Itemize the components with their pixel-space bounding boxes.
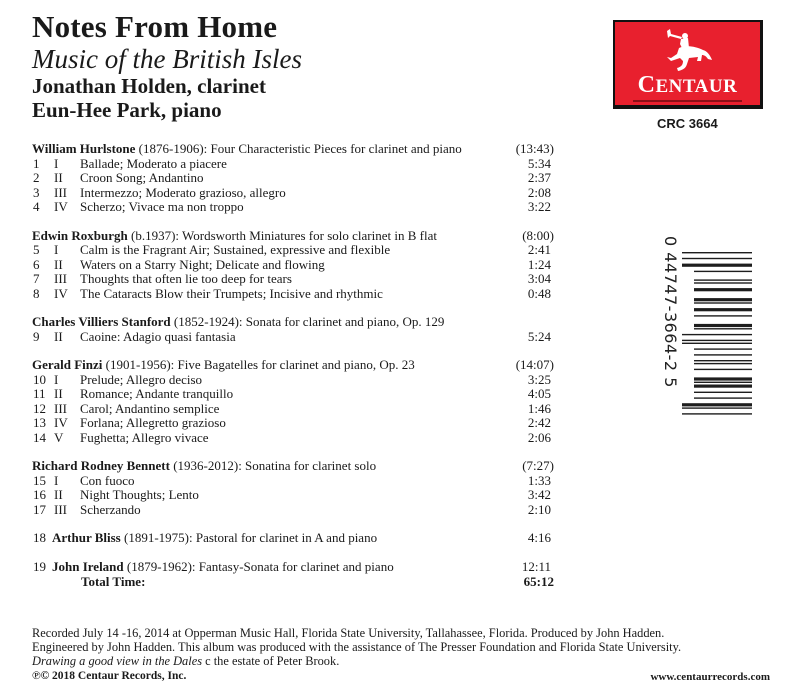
copyright: ℗© 2018 Centaur Records, Inc.: [32, 670, 187, 682]
barcode-bar: [694, 382, 752, 383]
movement-numeral: V: [54, 429, 64, 445]
barcode-bar: [694, 377, 752, 380]
barcode-bar: [694, 392, 752, 393]
barcode-bar: [682, 407, 752, 408]
track-row: [32, 431, 554, 446]
work-heading: [32, 358, 554, 373]
track-duration: 2:41: [527, 242, 551, 257]
work-heading: [32, 142, 554, 157]
track-list: [32, 142, 554, 590]
total-time-label: Total Time:: [81, 574, 146, 589]
track-title: Fughetta; Allegro vivace: [80, 429, 209, 445]
track-duration: 3:42: [527, 487, 551, 502]
movement-numeral: I: [54, 371, 59, 387]
track-row: [32, 560, 554, 575]
barcode-bar: [694, 348, 752, 349]
track-duration: 2:37: [527, 170, 551, 185]
barcode-digits: 0 44747-3664-2 5: [661, 236, 680, 388]
composer-name: Charles Villiers Stanford: [32, 314, 171, 329]
barcode-bar: [694, 385, 752, 388]
movement-numeral: I: [54, 242, 59, 257]
track-duration: 2:06: [527, 429, 551, 445]
credits-cover-art: Drawing a good view in the Dales c the estate of Peter Brook.: [32, 654, 340, 668]
barcode-bar: [694, 302, 752, 303]
work-group: [32, 142, 554, 215]
barcode-bar: [682, 413, 752, 414]
work-heading: [32, 315, 554, 330]
work-total-time: (7:27): [522, 458, 554, 473]
work-total-time: (8:00): [522, 227, 554, 243]
track-number: 4: [33, 199, 40, 214]
track-row: [32, 171, 554, 186]
track-title: Intermezzo; Moderato grazioso, allegro: [80, 184, 286, 200]
track-title: Scherzo; Vivace ma non troppo: [80, 199, 244, 214]
track-number: 8: [33, 285, 40, 301]
track-duration: 2:10: [527, 501, 551, 517]
artwork-title: Drawing a good view in the Dales: [32, 654, 203, 668]
performer-piano: Eun-Hee Park, piano: [32, 98, 222, 122]
track-title: Con fuoco: [80, 472, 135, 488]
barcode-bar: [694, 354, 752, 355]
work-description: (b.1937): Wordsworth Miniatures for solo clarinet in B flat: [127, 227, 437, 243]
track-row: [32, 373, 554, 388]
barcode-bar: [694, 279, 752, 280]
track-number: 1: [33, 155, 40, 171]
track-duration: 0:48: [527, 285, 551, 301]
track-number: 5: [33, 242, 40, 257]
single-work-heading: [52, 560, 394, 575]
movement-numeral: III: [54, 184, 67, 200]
movement-numeral: II: [54, 386, 63, 401]
barcode-bar: [694, 288, 752, 291]
movement-numeral: IV: [54, 199, 68, 214]
movement-numeral: I: [54, 472, 59, 488]
track-duration: 4:05: [527, 386, 551, 401]
track-title: Thoughts that often lie too deep for tears: [80, 271, 292, 286]
barcode-bar: [694, 308, 752, 311]
work-group: [32, 229, 554, 302]
track-number: 18: [33, 530, 46, 545]
track-duration: 2:42: [527, 415, 551, 430]
work-total-time: (14:07): [515, 357, 554, 372]
single-work: [32, 531, 554, 546]
track-number: 2: [33, 170, 40, 185]
album-subtitle: Music of the British Isles: [32, 44, 302, 74]
work-total-time: (13:43): [515, 141, 554, 156]
track-duration: 12:11: [521, 558, 551, 574]
track-row: [32, 503, 554, 518]
movement-numeral: IV: [54, 415, 68, 430]
barcode-bar: [694, 298, 752, 301]
movement-numeral: IV: [54, 285, 68, 301]
movement-numeral: III: [54, 400, 67, 416]
barcode-bar: [694, 328, 752, 329]
barcode-bar: [694, 271, 752, 272]
track-number: 6: [33, 256, 40, 272]
track-row: [32, 200, 554, 215]
album-header: [32, 10, 302, 122]
barcode-bar: [682, 403, 752, 406]
total-time-value: 65:12: [523, 574, 554, 589]
track-row: [32, 287, 554, 302]
track-row: [32, 387, 554, 402]
barcode-bar: [694, 282, 752, 283]
track-duration: 1:24: [527, 256, 551, 272]
track-title: Night Thoughts; Lento: [80, 487, 199, 502]
movement-numeral: I: [54, 155, 59, 171]
logo-underline: [633, 100, 742, 102]
movement-numeral: II: [54, 487, 63, 502]
movement-numeral: II: [54, 328, 63, 344]
track-row: [32, 416, 554, 431]
track-duration: 2:08: [527, 184, 551, 200]
movement-numeral: III: [54, 501, 67, 517]
track-title: Carol; Andantino semplice: [80, 400, 220, 416]
barcode-bar: [694, 324, 752, 327]
work-heading: [32, 459, 554, 474]
track-row: [32, 272, 554, 287]
credits-engineering: Engineered by John Hadden. This album was produced with the assistance of The Presser Foundation and Florida State University.: [32, 640, 682, 654]
track-title: Romance; Andante tranquillo: [80, 386, 234, 401]
track-title: Calm is the Fragrant Air; Sustained, expressive and flexible: [80, 242, 391, 257]
track-row: [32, 531, 554, 546]
composer-name: Richard Rodney Bennett: [32, 458, 170, 473]
track-number: 9: [33, 328, 40, 344]
total-time-row: [32, 574, 554, 590]
track-row: [32, 157, 554, 172]
track-duration: 1:46: [527, 400, 551, 416]
track-duration: 3:25: [527, 371, 551, 387]
work-description: (1879-1962): Fantasy-Sonata for clarinet and piano: [123, 558, 394, 574]
composer-name: Gerald Finzi: [32, 357, 103, 372]
track-duration: 5:34: [527, 155, 551, 171]
track-duration: 5:24: [527, 328, 551, 344]
track-duration: 1:33: [527, 472, 551, 488]
track-duration: 3:04: [527, 271, 551, 286]
track-number: 14: [33, 429, 46, 445]
work-description: (1901-1956): Five Bagatelles for clarinet and piano, Op. 23: [102, 357, 415, 372]
single-work-heading: [52, 531, 377, 546]
track-title: Prelude; Allegro deciso: [80, 371, 203, 387]
track-number: 16: [33, 487, 46, 502]
work-group: [32, 315, 554, 344]
barcode-bar: [694, 363, 752, 364]
work-group: [32, 358, 554, 445]
barcode-bar: [682, 340, 752, 341]
track-row: [32, 258, 554, 273]
barcode-bar: [694, 315, 752, 316]
track-title: Croon Song; Andantino: [80, 170, 204, 185]
website-link[interactable]: www.centaurrecords.com: [650, 671, 770, 683]
composer-name: Edwin Roxburgh: [32, 227, 128, 243]
composer-name: John Ireland: [52, 558, 124, 574]
track-number: 13: [33, 415, 46, 430]
track-title: Scherzando: [80, 501, 141, 517]
track-number: 10: [33, 371, 46, 387]
barcode-bar: [682, 264, 752, 267]
track-title: Ballade; Moderato a piacere: [80, 155, 227, 171]
movement-numeral: III: [54, 271, 67, 286]
track-number: 19: [33, 558, 46, 574]
track-number: 12: [33, 400, 46, 416]
track-number: 7: [33, 271, 40, 286]
track-row: [32, 186, 554, 201]
track-title: Forlana; Allegretto grazioso: [80, 415, 226, 430]
barcode-bar: [682, 258, 752, 259]
barcode-bar: [694, 360, 752, 361]
track-number: 15: [33, 472, 46, 488]
track-row: [32, 243, 554, 258]
movement-numeral: II: [54, 170, 63, 185]
barcode-bar: [682, 343, 752, 344]
performer-clarinet: Jonathan Holden, clarinet: [32, 74, 266, 98]
work-heading: [32, 229, 554, 244]
track-number: 17: [33, 501, 46, 517]
composer-name: William Hurlstone: [32, 141, 136, 156]
track-duration: 3:22: [527, 199, 551, 214]
credits: [32, 626, 792, 668]
work-group: [32, 459, 554, 517]
work-description: (1852-1924): Sonata for clarinet and piano, Op. 129: [170, 314, 445, 329]
catalog-number: CRC 3664: [657, 116, 718, 131]
track-title: Waters on a Starry Night; Delicate and flowing: [80, 256, 325, 272]
movement-numeral: II: [54, 256, 63, 272]
credits-recording: Recorded July 14 -16, 2014 at Opperman Music Hall, Florida State University, Tallahassee, Florida. Produced by John Hadden.: [32, 626, 665, 640]
barcode-bar: [694, 397, 752, 398]
track-row: [32, 330, 554, 345]
track-row: [32, 474, 554, 489]
track-row: [32, 402, 554, 417]
track-row: [32, 488, 554, 503]
track-number: 11: [33, 386, 46, 401]
work-description: (1936-2012): Sonatina for clarinet solo: [169, 458, 377, 473]
logo-wordmark: CENTAUR: [637, 72, 738, 98]
track-number: 3: [33, 184, 40, 200]
work-description: (1891-1975): Pastoral for clarinet in A and piano: [120, 530, 378, 545]
barcode-bar: [682, 334, 752, 335]
track-duration: 4:16: [527, 530, 551, 545]
single-work: [32, 560, 554, 575]
barcode-bar: [682, 252, 752, 253]
centaur-trumpeter-icon: [661, 28, 713, 74]
track-title: Caoine: Adagio quasi fantasia: [80, 328, 236, 344]
album-title: Notes From Home: [32, 9, 278, 44]
track-title: The Cataracts Blow their Trumpets; Incisive and rhythmic: [80, 285, 383, 301]
barcode-bar: [694, 369, 752, 370]
centaur-logo: [613, 20, 763, 109]
composer-name: Arthur Bliss: [52, 530, 121, 545]
work-description: (1876-1906): Four Characteristic Pieces for clarinet and piano: [135, 141, 462, 156]
